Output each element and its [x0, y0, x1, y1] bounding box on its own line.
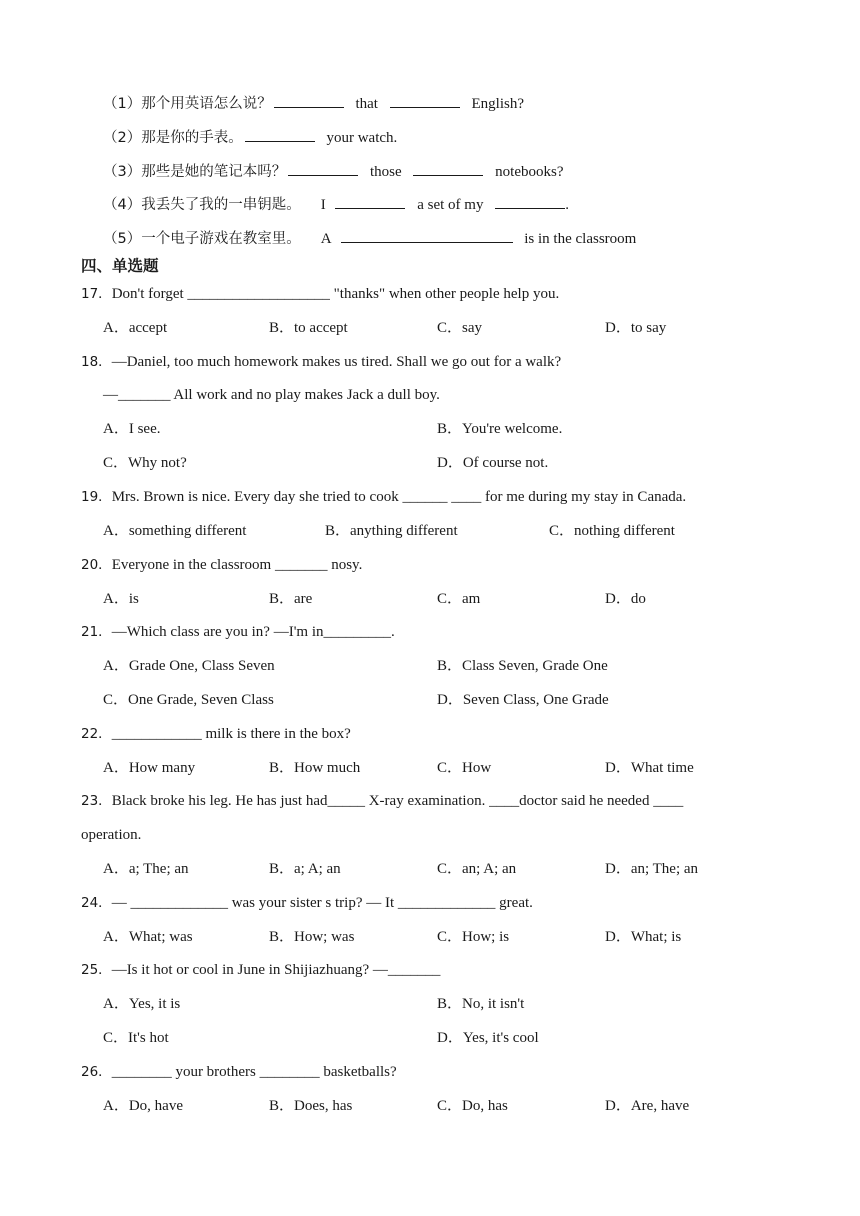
section-title: 四、单选题: [81, 257, 159, 275]
answer-blank[interactable]: [495, 194, 565, 209]
question-number: 26．: [81, 1064, 112, 1080]
chinese-prompt: 那个用英语怎么说？: [141, 96, 272, 112]
option-c[interactable]: C．an; A; an: [437, 861, 517, 877]
question-stem: [81, 352, 561, 372]
question-number: 19．: [81, 489, 112, 505]
option-a[interactable]: A．a; The; an: [103, 861, 189, 877]
option-d[interactable]: D．Yes, it's cool: [437, 1030, 539, 1046]
question-stem: [81, 1062, 397, 1082]
question-text: Don't forget ___________________ "thanks" when other people help you.: [111, 286, 560, 302]
fill-in-item-2: [103, 127, 397, 148]
option-a[interactable]: A．Yes, it is: [103, 996, 181, 1012]
option-c[interactable]: C．Why not?: [103, 455, 187, 471]
answer-blank[interactable]: [390, 93, 460, 108]
question-text-line2: operation.: [81, 827, 142, 843]
option-d[interactable]: D．Seven Class, One Grade: [437, 692, 609, 708]
question-number: 18．: [81, 354, 112, 370]
option-d[interactable]: D．Are, have: [605, 1098, 690, 1114]
option-b[interactable]: B．You're welcome.: [437, 421, 563, 437]
question-text: ____________ milk is there in the box?: [111, 726, 351, 742]
chinese-prompt: 那些是她的笔记本吗？: [141, 164, 287, 180]
option-a[interactable]: A．accept: [103, 320, 168, 336]
question-text: ________ your brothers ________ basketballs?: [111, 1064, 397, 1080]
fill-in-item-4: [103, 194, 569, 215]
option-a[interactable]: A．Grade One, Class Seven: [103, 658, 275, 674]
text-fragment: notebooks?: [491, 164, 564, 180]
item-number: （4）: [103, 197, 142, 213]
item-number: （5）: [103, 231, 142, 247]
text-fragment: English?: [467, 96, 524, 112]
answer-blank[interactable]: [274, 93, 344, 108]
question-text: —Daniel, too much homework makes us tired. Shall we go out for a walk?: [111, 354, 562, 370]
option-a[interactable]: A．How many: [103, 760, 196, 776]
option-b[interactable]: B．a; A; an: [269, 861, 341, 877]
question-stem: [81, 724, 351, 744]
question-stem: [81, 555, 362, 575]
text-fragment: is in the classroom: [520, 231, 637, 247]
chinese-prompt: 那是你的手表。: [141, 130, 243, 146]
answer-blank[interactable]: [288, 161, 358, 176]
option-c[interactable]: C．It's hot: [103, 1030, 169, 1046]
question-text: — _____________ was your sister s trip? — It _____________ great.: [111, 895, 533, 911]
text-fragment: that: [351, 96, 382, 112]
chinese-prompt: 我丢失了我的一串钥匙。: [141, 197, 301, 213]
question-stem: [81, 960, 440, 980]
option-c[interactable]: C．How: [437, 760, 492, 776]
item-number: （2）: [103, 130, 142, 146]
option-b[interactable]: B．How; was: [269, 929, 355, 945]
question-stem: [81, 284, 559, 304]
fill-in-item-5: [103, 228, 636, 249]
question-text: —Is it hot or cool in June in Shijiazhuang? —_______: [111, 962, 441, 978]
option-d[interactable]: D．What; is: [605, 929, 682, 945]
question-number: 25．: [81, 962, 112, 978]
option-b[interactable]: B．Class Seven, Grade One: [437, 658, 608, 674]
text-fragment: your watch.: [322, 130, 398, 146]
option-b[interactable]: B．No, it isn't: [437, 996, 525, 1012]
option-a[interactable]: A．Do, have: [103, 1098, 183, 1114]
option-b[interactable]: B．anything different: [325, 523, 458, 539]
option-a[interactable]: A．is: [103, 591, 139, 607]
option-b[interactable]: B．How much: [269, 760, 361, 776]
fill-in-item-1: [103, 93, 524, 114]
option-b[interactable]: B．to accept: [269, 320, 348, 336]
question-text: Black broke his leg. He has just had_____ X-ray examination. ____doctor said he needed ____: [111, 793, 684, 809]
answer-blank[interactable]: [245, 127, 315, 142]
option-c[interactable]: C．How; is: [437, 929, 510, 945]
option-b[interactable]: B．are: [269, 591, 313, 607]
option-b[interactable]: B．Does, has: [269, 1098, 353, 1114]
question-stem: [81, 791, 683, 811]
question-number: 23．: [81, 793, 112, 809]
option-d[interactable]: D．do: [605, 591, 646, 607]
option-d[interactable]: D．to say: [605, 320, 667, 336]
option-c[interactable]: C．nothing different: [549, 523, 675, 539]
question-number: 20．: [81, 557, 112, 573]
question-text-line2: —_______ All work and no play makes Jack a dull boy.: [103, 387, 440, 403]
question-text: —Which class are you in? —I'm in_________.: [111, 624, 395, 640]
answer-blank[interactable]: [413, 161, 483, 176]
question-stem: [81, 622, 395, 642]
option-a[interactable]: A．I see.: [103, 421, 161, 437]
question-stem: [81, 893, 533, 913]
text-fragment: a set of my: [413, 197, 488, 213]
option-c[interactable]: C．say: [437, 320, 483, 336]
text-fragment: I: [320, 197, 330, 213]
answer-blank[interactable]: [341, 228, 513, 243]
option-c[interactable]: C．Do, has: [437, 1098, 508, 1114]
question-number: 22．: [81, 726, 112, 742]
option-d[interactable]: D．an; The; an: [605, 861, 699, 877]
item-number: （1）: [103, 96, 142, 112]
question-number: 21．: [81, 624, 112, 640]
option-c[interactable]: C．One Grade, Seven Class: [103, 692, 274, 708]
item-number: （3）: [103, 164, 142, 180]
option-a[interactable]: A．something different: [103, 523, 247, 539]
question-text: Everyone in the classroom _______ nosy.: [111, 557, 363, 573]
text-fragment: .: [565, 197, 569, 213]
option-d[interactable]: D．What time: [605, 760, 694, 776]
answer-blank[interactable]: [335, 194, 405, 209]
fill-in-item-3: [103, 161, 563, 182]
question-stem: [81, 487, 686, 507]
option-d[interactable]: D．Of course not.: [437, 455, 549, 471]
text-fragment: A: [320, 231, 335, 247]
text-fragment: those: [366, 164, 406, 180]
chinese-prompt: 一个电子游戏在教室里。: [141, 231, 301, 247]
question-number: 24．: [81, 895, 112, 911]
question-text: Mrs. Brown is nice. Every day she tried to cook ______ ____ for me during my stay in Canada.: [111, 489, 687, 505]
option-a[interactable]: A．What; was: [103, 929, 193, 945]
option-c[interactable]: C．am: [437, 591, 481, 607]
question-number: 17．: [81, 286, 112, 302]
